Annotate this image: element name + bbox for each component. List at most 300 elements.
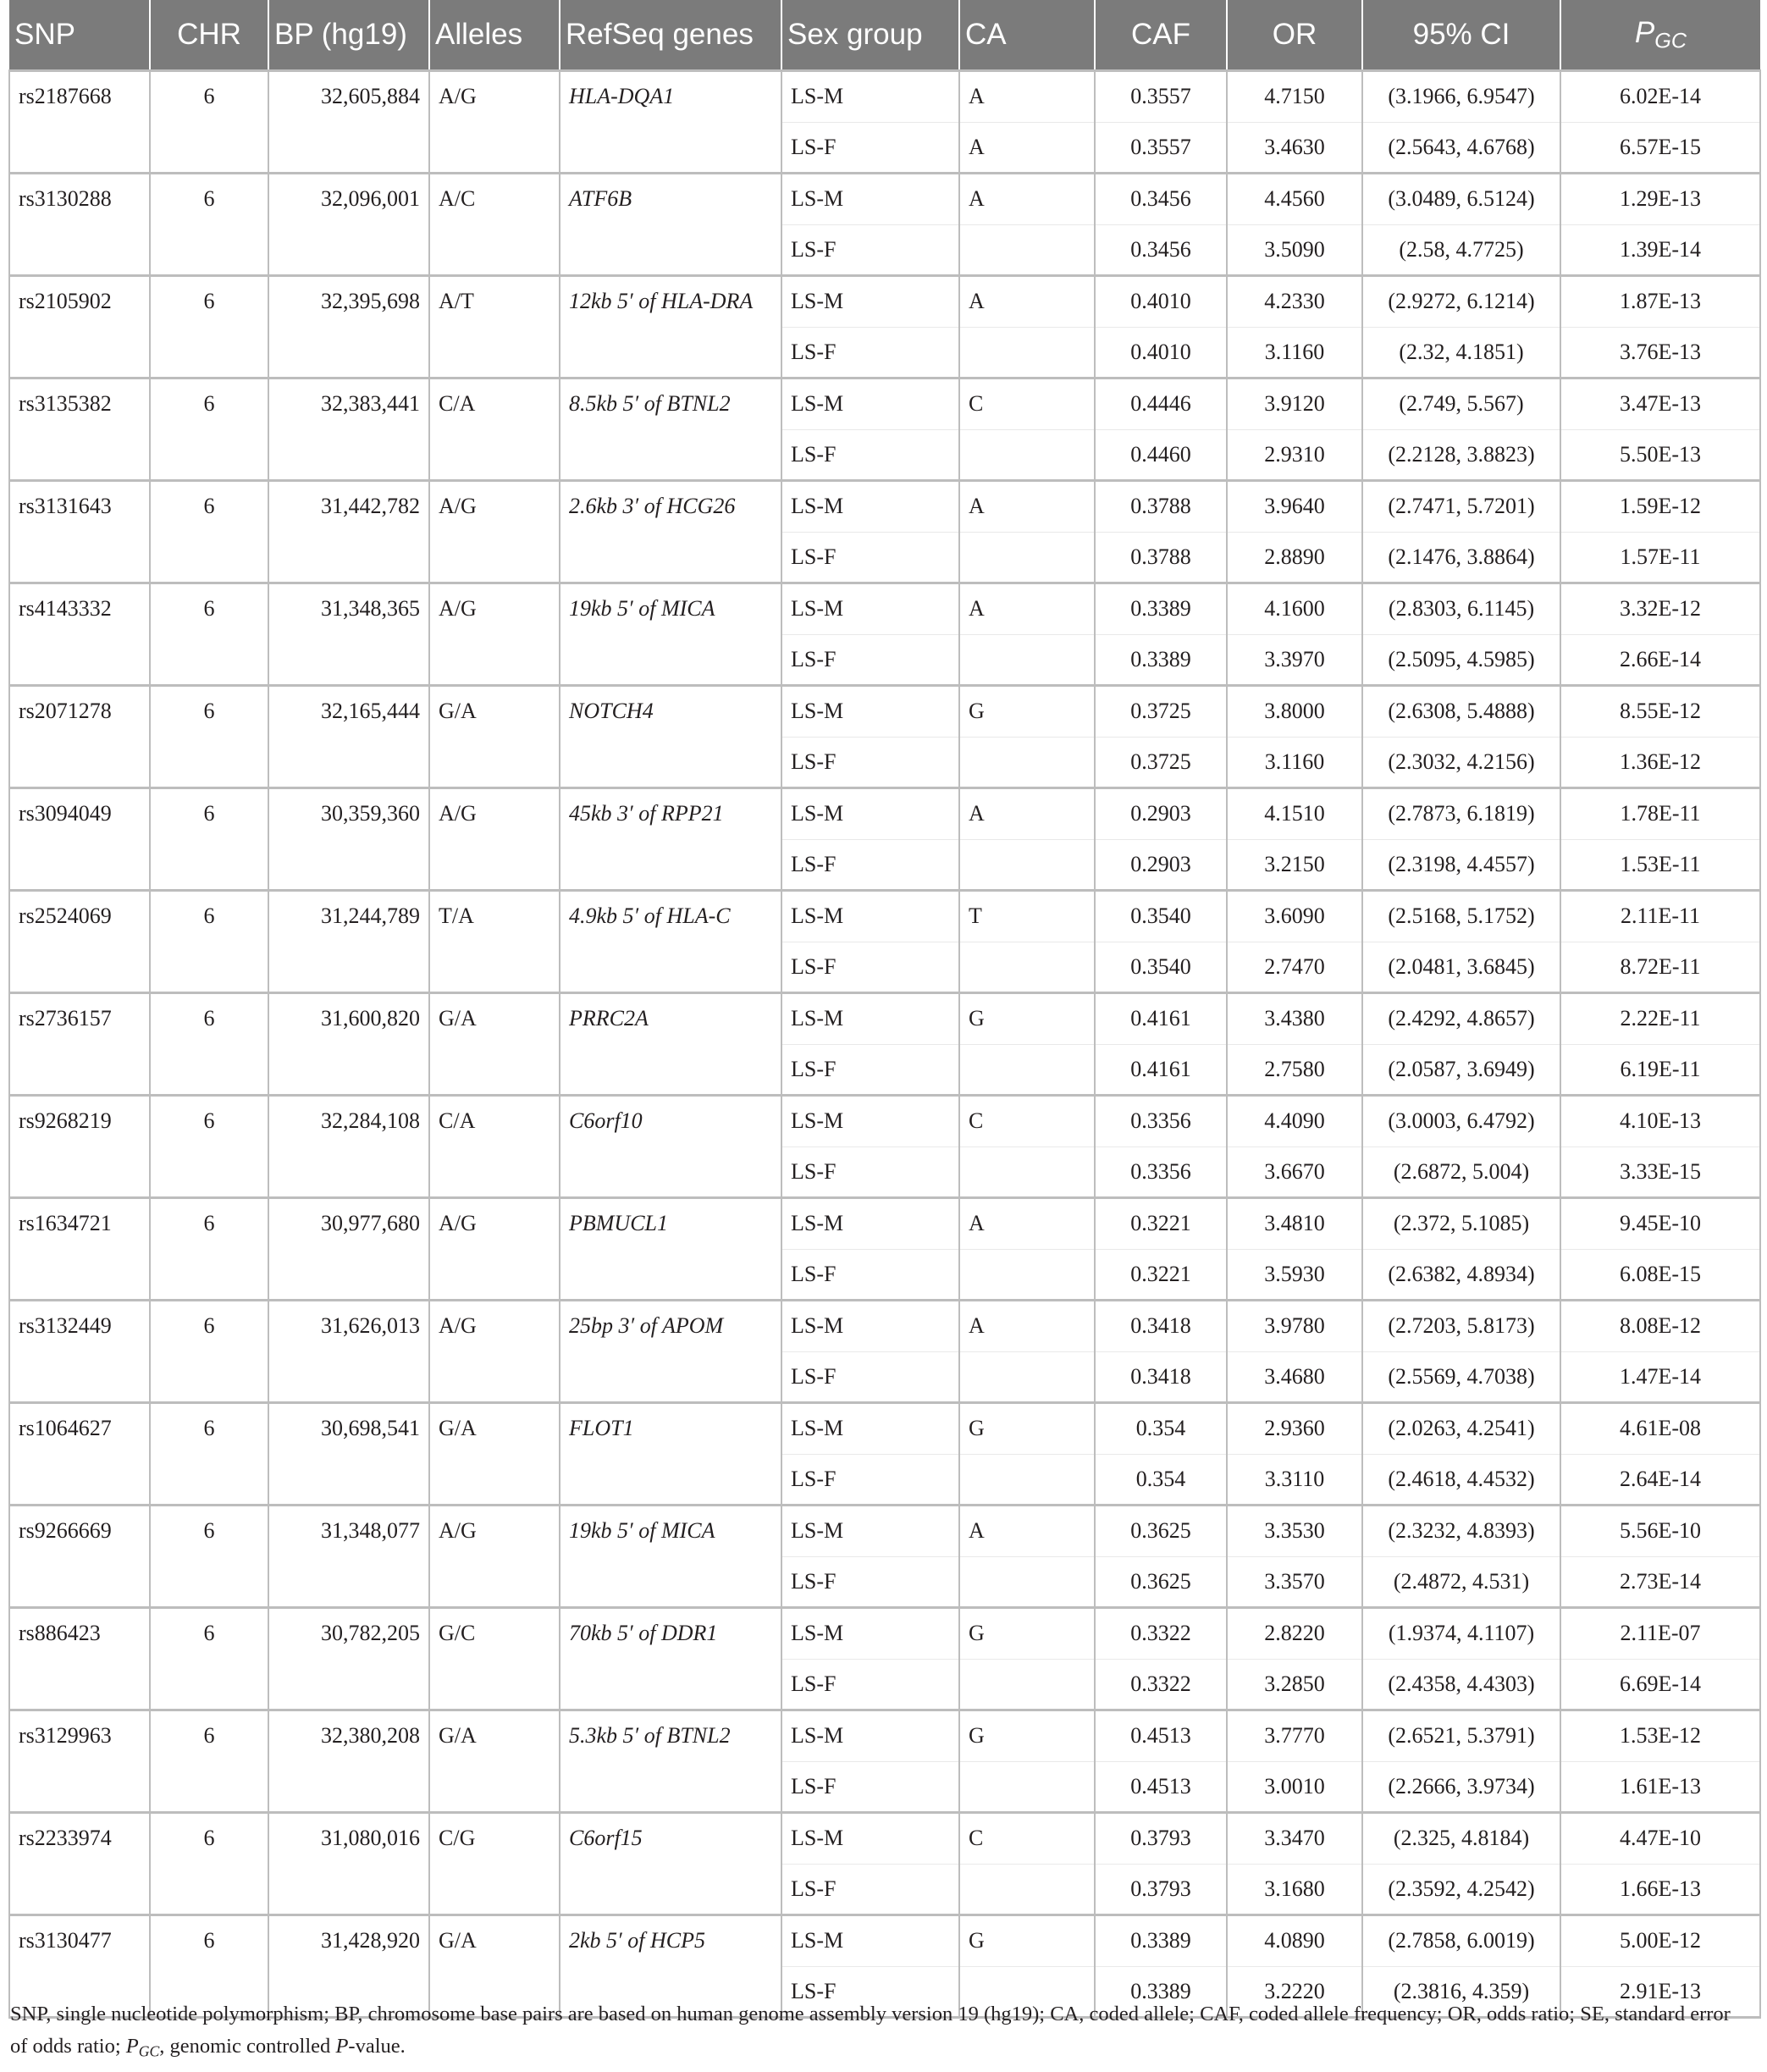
bp-cell: 32,605,884 xyxy=(268,71,429,174)
or-cell: 2.7470 xyxy=(1227,942,1362,993)
caf-cell: 0.3540 xyxy=(1095,942,1227,993)
ca-cell: A xyxy=(959,1198,1095,1250)
caf-cell: 0.3322 xyxy=(1095,1608,1227,1660)
sex-group-cell: LS-M xyxy=(781,686,959,738)
caf-cell: 0.3221 xyxy=(1095,1198,1227,1250)
bp-cell: 30,359,360 xyxy=(268,788,429,891)
caf-cell: 0.3456 xyxy=(1095,174,1227,225)
ci-cell: (2.2128, 3.8823) xyxy=(1362,429,1560,481)
chr-cell: 6 xyxy=(150,993,268,1096)
or-cell: 4.7150 xyxy=(1227,71,1362,123)
p-gc-cell: 5.00E-12 xyxy=(1560,1915,1760,1967)
gene-cell: 2kb 5′ of HCP5 xyxy=(560,1915,781,2018)
snp-cell: rs9266669 xyxy=(9,1506,150,1608)
sex-group-cell: LS-M xyxy=(781,1710,959,1762)
table-row xyxy=(9,1096,1760,1147)
caf-cell: 0.2903 xyxy=(1095,839,1227,891)
sex-group-cell: LS-M xyxy=(781,71,959,123)
sex-group-cell: LS-F xyxy=(781,429,959,481)
sex-group-cell: LS-F xyxy=(781,1454,959,1506)
caf-cell: 0.3221 xyxy=(1095,1249,1227,1301)
caf-cell: 0.4010 xyxy=(1095,327,1227,378)
ci-cell: (2.1476, 3.8864) xyxy=(1362,532,1560,583)
sex-group-cell: LS-F xyxy=(781,839,959,891)
or-cell: 4.4090 xyxy=(1227,1096,1362,1147)
caf-cell: 0.3557 xyxy=(1095,122,1227,174)
caf-cell: 0.354 xyxy=(1095,1454,1227,1506)
col-header-chr: CHR xyxy=(150,0,268,71)
header-row xyxy=(9,0,1760,71)
or-cell: 3.2220 xyxy=(1227,1966,1362,2018)
gene-cell: PRRC2A xyxy=(560,993,781,1096)
caf-cell: 0.3389 xyxy=(1095,583,1227,635)
sex-group-cell: LS-F xyxy=(781,1659,959,1710)
p-gc-cell: 1.59E-12 xyxy=(1560,481,1760,533)
caf-cell: 0.3356 xyxy=(1095,1147,1227,1198)
p-gc-cell: 3.33E-15 xyxy=(1560,1147,1760,1198)
chr-cell: 6 xyxy=(150,1915,268,2018)
or-cell: 4.1600 xyxy=(1227,583,1362,635)
alleles-cell: A/G xyxy=(429,1506,560,1608)
ci-cell: (2.4292, 4.8657) xyxy=(1362,993,1560,1045)
ca-cell xyxy=(959,1351,1095,1403)
chr-cell: 6 xyxy=(150,583,268,686)
sex-group-cell: LS-F xyxy=(781,224,959,276)
snp-cell: rs3131643 xyxy=(9,481,150,583)
p-gc-cell: 2.22E-11 xyxy=(1560,993,1760,1045)
sex-group-cell: LS-M xyxy=(781,993,959,1045)
caf-cell: 0.3456 xyxy=(1095,224,1227,276)
or-cell: 3.9640 xyxy=(1227,481,1362,533)
table-row xyxy=(9,1915,1760,1967)
p-subscript: GC xyxy=(1654,29,1687,53)
sex-group-cell: LS-F xyxy=(781,1249,959,1301)
ca-cell xyxy=(959,224,1095,276)
p-gc-cell: 6.69E-14 xyxy=(1560,1659,1760,1710)
chr-cell: 6 xyxy=(150,1506,268,1608)
or-cell: 3.6670 xyxy=(1227,1147,1362,1198)
table-row xyxy=(9,1608,1760,1660)
chr-cell: 6 xyxy=(150,1608,268,1710)
table-row xyxy=(9,686,1760,738)
ca-cell xyxy=(959,1761,1095,1813)
ca-cell xyxy=(959,737,1095,788)
snp-cell: rs1064627 xyxy=(9,1403,150,1506)
or-cell: 3.3970 xyxy=(1227,634,1362,686)
or-cell: 3.8000 xyxy=(1227,686,1362,738)
p-gc-cell: 1.66E-13 xyxy=(1560,1864,1760,1915)
sex-group-cell: LS-M xyxy=(781,378,959,430)
caf-cell: 0.3557 xyxy=(1095,71,1227,123)
caf-cell: 0.4460 xyxy=(1095,429,1227,481)
ca-cell: G xyxy=(959,1915,1095,1967)
alleles-cell: A/T xyxy=(429,276,560,378)
gene-cell: 12kb 5′ of HLA-DRA xyxy=(560,276,781,378)
sex-group-cell: LS-F xyxy=(781,327,959,378)
gene-cell: 5.3kb 5′ of BTNL2 xyxy=(560,1710,781,1813)
sex-group-cell: LS-M xyxy=(781,891,959,942)
bp-cell: 30,698,541 xyxy=(268,1403,429,1506)
ci-cell: (3.1966, 6.9547) xyxy=(1362,71,1560,123)
alleles-cell: T/A xyxy=(429,891,560,993)
bp-cell: 31,080,016 xyxy=(268,1813,429,1915)
or-cell: 3.1160 xyxy=(1227,327,1362,378)
bp-cell: 32,380,208 xyxy=(268,1710,429,1813)
caf-cell: 0.2903 xyxy=(1095,788,1227,840)
ca-cell: C xyxy=(959,378,1095,430)
sex-group-cell: LS-F xyxy=(781,1351,959,1403)
bp-cell: 31,626,013 xyxy=(268,1301,429,1403)
sex-group-cell: LS-M xyxy=(781,1915,959,1967)
col-header-ci: 95% CI xyxy=(1362,0,1560,71)
sex-group-cell: LS-M xyxy=(781,788,959,840)
caf-cell: 0.3389 xyxy=(1095,1915,1227,1967)
sex-group-cell: LS-F xyxy=(781,1147,959,1198)
sex-group-cell: LS-M xyxy=(781,583,959,635)
p-symbol: P xyxy=(1634,15,1655,49)
caf-cell: 0.3793 xyxy=(1095,1813,1227,1865)
snp-cell: rs2524069 xyxy=(9,891,150,993)
col-header-or: OR xyxy=(1227,0,1362,71)
gene-cell: 25bp 3′ of APOM xyxy=(560,1301,781,1403)
ci-cell: (2.5168, 5.1752) xyxy=(1362,891,1560,942)
caf-cell: 0.3725 xyxy=(1095,737,1227,788)
table-row xyxy=(9,481,1760,533)
gene-cell: C6orf15 xyxy=(560,1813,781,1915)
gene-cell: ATF6B xyxy=(560,174,781,276)
caf-cell: 0.4513 xyxy=(1095,1710,1227,1762)
sex-group-cell: LS-M xyxy=(781,276,959,328)
ci-cell: (2.6521, 5.3791) xyxy=(1362,1710,1560,1762)
chr-cell: 6 xyxy=(150,481,268,583)
ca-cell xyxy=(959,634,1095,686)
sex-group-cell: LS-M xyxy=(781,1608,959,1660)
chr-cell: 6 xyxy=(150,686,268,788)
chr-cell: 6 xyxy=(150,1198,268,1301)
or-cell: 2.9310 xyxy=(1227,429,1362,481)
ca-cell: C xyxy=(959,1813,1095,1865)
table-footnote xyxy=(10,1998,1746,2067)
snp-association-table xyxy=(8,0,1761,2019)
table-row xyxy=(9,71,1760,123)
ca-cell: A xyxy=(959,1506,1095,1557)
footnote-text-1: SNP, single nucleotide polymorphism; BP, chromosome base pairs are based on human genome assembly version 19 (hg19); CA, coded allele; CAF, coded allele frequency; OR, odds ratio; SE, standard error of odds ratio; xyxy=(10,2003,1731,2058)
sex-group-cell: LS-F xyxy=(781,1044,959,1096)
sex-group-cell: LS-F xyxy=(781,122,959,174)
gene-cell: C6orf10 xyxy=(560,1096,781,1198)
caf-cell: 0.3389 xyxy=(1095,1966,1227,2018)
p-gc-cell: 6.19E-11 xyxy=(1560,1044,1760,1096)
or-cell: 3.4680 xyxy=(1227,1351,1362,1403)
ca-cell: A xyxy=(959,122,1095,174)
chr-cell: 6 xyxy=(150,174,268,276)
snp-cell: rs4143332 xyxy=(9,583,150,686)
chr-cell: 6 xyxy=(150,378,268,481)
p-gc-cell: 1.78E-11 xyxy=(1560,788,1760,840)
p-gc-cell: 1.47E-14 xyxy=(1560,1351,1760,1403)
p-gc-cell: 1.87E-13 xyxy=(1560,276,1760,328)
snp-cell: rs2071278 xyxy=(9,686,150,788)
ci-cell: (2.7873, 6.1819) xyxy=(1362,788,1560,840)
caf-cell: 0.4446 xyxy=(1095,378,1227,430)
ca-cell xyxy=(959,327,1095,378)
table-row xyxy=(9,1198,1760,1250)
col-header-caf: CAF xyxy=(1095,0,1227,71)
table-row xyxy=(9,993,1760,1045)
or-cell: 2.9360 xyxy=(1227,1403,1362,1455)
ci-cell: (2.3592, 4.2542) xyxy=(1362,1864,1560,1915)
gene-cell: 8.5kb 5′ of BTNL2 xyxy=(560,378,781,481)
sex-group-cell: LS-F xyxy=(781,1864,959,1915)
p-gc-cell: 4.10E-13 xyxy=(1560,1096,1760,1147)
snp-cell: rs3129963 xyxy=(9,1710,150,1813)
or-cell: 3.9120 xyxy=(1227,378,1362,430)
or-cell: 3.4810 xyxy=(1227,1198,1362,1250)
caf-cell: 0.3540 xyxy=(1095,891,1227,942)
bp-cell: 31,348,077 xyxy=(268,1506,429,1608)
alleles-cell: G/A xyxy=(429,1710,560,1813)
table-row xyxy=(9,276,1760,328)
gene-cell: PBMUCL1 xyxy=(560,1198,781,1301)
p-gc-cell: 4.47E-10 xyxy=(1560,1813,1760,1865)
or-cell: 3.5090 xyxy=(1227,224,1362,276)
table-row xyxy=(9,1301,1760,1352)
table-row xyxy=(9,1506,1760,1557)
sex-group-cell: LS-M xyxy=(781,1198,959,1250)
ca-cell xyxy=(959,1147,1095,1198)
ca-cell: A xyxy=(959,583,1095,635)
alleles-cell: G/C xyxy=(429,1608,560,1710)
col-header-genes: RefSeq genes xyxy=(560,0,781,71)
or-cell: 3.4630 xyxy=(1227,122,1362,174)
or-cell: 2.8890 xyxy=(1227,532,1362,583)
bp-cell: 30,977,680 xyxy=(268,1198,429,1301)
ci-cell: (2.6872, 5.004) xyxy=(1362,1147,1560,1198)
chr-cell: 6 xyxy=(150,276,268,378)
alleles-cell: A/G xyxy=(429,71,560,174)
ci-cell: (2.3816, 4.359) xyxy=(1362,1966,1560,2018)
caf-cell: 0.3322 xyxy=(1095,1659,1227,1710)
or-cell: 3.4380 xyxy=(1227,993,1362,1045)
caf-cell: 0.3625 xyxy=(1095,1506,1227,1557)
p-gc-cell: 8.08E-12 xyxy=(1560,1301,1760,1352)
ci-cell: (3.0489, 6.5124) xyxy=(1362,174,1560,225)
ca-cell xyxy=(959,1454,1095,1506)
alleles-cell: G/A xyxy=(429,1915,560,2018)
footnote-p-subscript: GC xyxy=(138,2042,160,2060)
bp-cell: 32,383,441 xyxy=(268,378,429,481)
p-gc-cell: 5.56E-10 xyxy=(1560,1506,1760,1557)
alleles-cell: A/G xyxy=(429,481,560,583)
gene-cell: NOTCH4 xyxy=(560,686,781,788)
or-cell: 3.3570 xyxy=(1227,1556,1362,1608)
ca-cell xyxy=(959,429,1095,481)
bp-cell: 31,428,920 xyxy=(268,1915,429,2018)
ci-cell: (2.3198, 4.4557) xyxy=(1362,839,1560,891)
caf-cell: 0.4010 xyxy=(1095,276,1227,328)
table-row xyxy=(9,891,1760,942)
ci-cell: (2.4618, 4.4532) xyxy=(1362,1454,1560,1506)
ci-cell: (2.372, 5.1085) xyxy=(1362,1198,1560,1250)
alleles-cell: G/A xyxy=(429,1403,560,1506)
chr-cell: 6 xyxy=(150,1403,268,1506)
sex-group-cell: LS-F xyxy=(781,942,959,993)
ca-cell xyxy=(959,942,1095,993)
ca-cell xyxy=(959,839,1095,891)
p-gc-cell: 9.45E-10 xyxy=(1560,1198,1760,1250)
caf-cell: 0.354 xyxy=(1095,1403,1227,1455)
ca-cell: A xyxy=(959,1301,1095,1352)
alleles-cell: G/A xyxy=(429,993,560,1096)
ci-cell: (2.0587, 3.6949) xyxy=(1362,1044,1560,1096)
bp-cell: 32,395,698 xyxy=(268,276,429,378)
caf-cell: 0.3725 xyxy=(1095,686,1227,738)
caf-cell: 0.4161 xyxy=(1095,1044,1227,1096)
or-cell: 3.6090 xyxy=(1227,891,1362,942)
bp-cell: 32,165,444 xyxy=(268,686,429,788)
or-cell: 3.1160 xyxy=(1227,737,1362,788)
gene-cell: 19kb 5′ of MICA xyxy=(560,1506,781,1608)
gene-cell: 70kb 5′ of DDR1 xyxy=(560,1608,781,1710)
ca-cell: G xyxy=(959,993,1095,1045)
ci-cell: (2.3032, 4.2156) xyxy=(1362,737,1560,788)
p-gc-cell: 1.39E-14 xyxy=(1560,224,1760,276)
alleles-cell: C/A xyxy=(429,1096,560,1198)
alleles-cell: G/A xyxy=(429,686,560,788)
sex-group-cell: LS-M xyxy=(781,481,959,533)
or-cell: 3.7770 xyxy=(1227,1710,1362,1762)
sex-group-cell: LS-M xyxy=(781,1506,959,1557)
snp-cell: rs2187668 xyxy=(9,71,150,174)
p-gc-cell: 1.57E-11 xyxy=(1560,532,1760,583)
chr-cell: 6 xyxy=(150,1813,268,1915)
bp-cell: 30,782,205 xyxy=(268,1608,429,1710)
table-row xyxy=(9,378,1760,430)
chr-cell: 6 xyxy=(150,1096,268,1198)
ca-cell: C xyxy=(959,1096,1095,1147)
bp-cell: 32,096,001 xyxy=(268,174,429,276)
snp-cell: rs2105902 xyxy=(9,276,150,378)
ci-cell: (2.2666, 3.9734) xyxy=(1362,1761,1560,1813)
table-container xyxy=(8,0,1759,2019)
p-gc-cell: 3.32E-12 xyxy=(1560,583,1760,635)
ci-cell: (2.8303, 6.1145) xyxy=(1362,583,1560,635)
ci-cell: (2.325, 4.8184) xyxy=(1362,1813,1560,1865)
chr-cell: 6 xyxy=(150,71,268,174)
bp-cell: 31,600,820 xyxy=(268,993,429,1096)
ci-cell: (2.32, 4.1851) xyxy=(1362,327,1560,378)
sex-group-cell: LS-M xyxy=(781,174,959,225)
snp-cell: rs3130477 xyxy=(9,1915,150,2018)
p-gc-cell: 2.91E-13 xyxy=(1560,1966,1760,2018)
p-gc-cell: 6.57E-15 xyxy=(1560,122,1760,174)
sex-group-cell: LS-F xyxy=(781,1966,959,2018)
ci-cell: (2.0263, 4.2541) xyxy=(1362,1403,1560,1455)
ci-cell: (2.4358, 4.4303) xyxy=(1362,1659,1560,1710)
ca-cell: A xyxy=(959,788,1095,840)
footnote-text-3: -value. xyxy=(348,2035,406,2058)
bp-cell: 31,442,782 xyxy=(268,481,429,583)
ca-cell xyxy=(959,1659,1095,1710)
p-gc-cell: 2.73E-14 xyxy=(1560,1556,1760,1608)
ca-cell: A xyxy=(959,174,1095,225)
alleles-cell: A/C xyxy=(429,174,560,276)
or-cell: 4.4560 xyxy=(1227,174,1362,225)
p-gc-cell: 1.53E-12 xyxy=(1560,1710,1760,1762)
p-gc-cell: 1.29E-13 xyxy=(1560,174,1760,225)
sex-group-cell: LS-F xyxy=(781,1761,959,1813)
snp-cell: rs3130288 xyxy=(9,174,150,276)
ca-cell: G xyxy=(959,1710,1095,1762)
sex-group-cell: LS-M xyxy=(781,1403,959,1455)
chr-cell: 6 xyxy=(150,788,268,891)
footnote-p-symbol: P xyxy=(125,2035,139,2058)
p-gc-cell: 3.76E-13 xyxy=(1560,327,1760,378)
gene-cell: 45kb 3′ of RPP21 xyxy=(560,788,781,891)
or-cell: 3.1680 xyxy=(1227,1864,1362,1915)
p-gc-cell: 2.11E-07 xyxy=(1560,1608,1760,1660)
col-header-sex-group: Sex group xyxy=(781,0,959,71)
ca-cell: A xyxy=(959,71,1095,123)
ca-cell xyxy=(959,1249,1095,1301)
sex-group-cell: LS-F xyxy=(781,737,959,788)
p-gc-cell: 1.53E-11 xyxy=(1560,839,1760,891)
or-cell: 4.1510 xyxy=(1227,788,1362,840)
bp-cell: 31,244,789 xyxy=(268,891,429,993)
caf-cell: 0.3793 xyxy=(1095,1864,1227,1915)
or-cell: 3.9780 xyxy=(1227,1301,1362,1352)
ci-cell: (1.9374, 4.1107) xyxy=(1362,1608,1560,1660)
ci-cell: (2.0481, 3.6845) xyxy=(1362,942,1560,993)
table-row xyxy=(9,1710,1760,1762)
footnote-text-2: , genomic controlled xyxy=(159,2035,336,2058)
table-body xyxy=(9,71,1760,2018)
bp-cell: 32,284,108 xyxy=(268,1096,429,1198)
chr-cell: 6 xyxy=(150,1301,268,1403)
bp-cell: 31,348,365 xyxy=(268,583,429,686)
sex-group-cell: LS-M xyxy=(781,1096,959,1147)
or-cell: 3.2850 xyxy=(1227,1659,1362,1710)
or-cell: 2.7580 xyxy=(1227,1044,1362,1096)
p-gc-cell: 6.02E-14 xyxy=(1560,71,1760,123)
snp-cell: rs886423 xyxy=(9,1608,150,1710)
ca-cell xyxy=(959,1864,1095,1915)
p-gc-cell: 4.61E-08 xyxy=(1560,1403,1760,1455)
ca-cell xyxy=(959,1044,1095,1096)
or-cell: 3.3470 xyxy=(1227,1813,1362,1865)
sex-group-cell: LS-M xyxy=(781,1301,959,1352)
table-row xyxy=(9,174,1760,225)
snp-cell: rs3094049 xyxy=(9,788,150,891)
col-header-p-gc xyxy=(1560,0,1760,71)
p-gc-cell: 8.72E-11 xyxy=(1560,942,1760,993)
or-cell: 3.0010 xyxy=(1227,1761,1362,1813)
sex-group-cell: LS-F xyxy=(781,532,959,583)
or-cell: 4.2330 xyxy=(1227,276,1362,328)
caf-cell: 0.3788 xyxy=(1095,481,1227,533)
ci-cell: (2.7471, 5.7201) xyxy=(1362,481,1560,533)
alleles-cell: C/G xyxy=(429,1813,560,1915)
alleles-cell: A/G xyxy=(429,788,560,891)
ci-cell: (2.3232, 4.8393) xyxy=(1362,1506,1560,1557)
or-cell: 2.8220 xyxy=(1227,1608,1362,1660)
ca-cell: G xyxy=(959,1608,1095,1660)
or-cell: 3.5930 xyxy=(1227,1249,1362,1301)
ca-cell: T xyxy=(959,891,1095,942)
p-gc-cell: 2.11E-11 xyxy=(1560,891,1760,942)
p-gc-cell: 5.50E-13 xyxy=(1560,429,1760,481)
chr-cell: 6 xyxy=(150,891,268,993)
